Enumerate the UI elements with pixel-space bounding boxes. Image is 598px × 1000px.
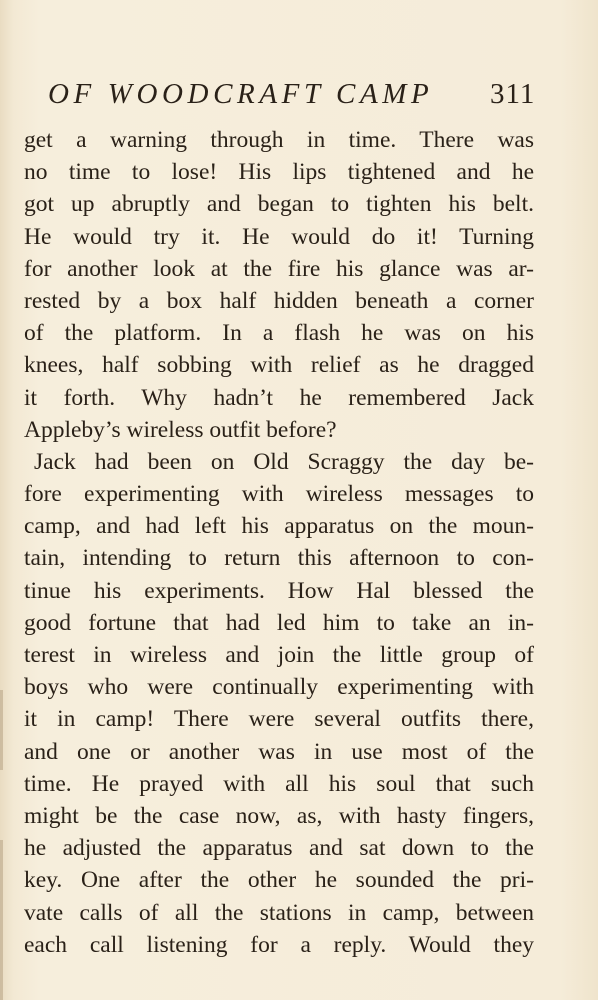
text-line: tain, intending to return this afternoon to con-: [24, 545, 534, 572]
text-line: He would try it. He would do it! Turning: [24, 223, 534, 250]
text-line: it forth. Why hadn’t he remembered Jack: [24, 384, 534, 411]
text-line: he adjusted the apparatus and sat down to the: [24, 835, 534, 862]
running-head-title: OF WOODCRAFT CAMP: [48, 78, 434, 110]
text-line: get a warning through in time. There was: [24, 127, 534, 153]
page-number: 311: [490, 78, 536, 110]
text-line: tinue his experiments. How Hal blessed the: [24, 577, 534, 604]
body-text: [24, 124, 534, 961]
text-line: rested by a box half hidden beneath a corner: [24, 287, 534, 314]
text-line: fore experimenting with wireless messages to: [24, 481, 534, 508]
text-line: got up abruptly and began to tighten his belt.: [24, 191, 534, 218]
text-line: vate calls of all the stations in camp, between: [24, 899, 534, 926]
text-line: it in camp! There were several outfits there,: [24, 706, 534, 733]
text-line: camp, and had left his apparatus on the moun-: [24, 513, 534, 540]
text-line: might be the case now, as, with hasty fingers,: [24, 802, 534, 829]
text-line: time. He prayed with all his soul that such: [24, 770, 534, 797]
text-line: boys who were continually experimenting with: [24, 674, 534, 701]
text-line: each call listening for a reply. Would they: [24, 931, 534, 958]
text-line: Appleby’s wireless outfit before?: [24, 416, 337, 443]
text-line: and one or another was in use most of the: [24, 738, 534, 765]
text-line: of the platform. In a flash he was on his: [24, 320, 534, 347]
page-edge-mark: [0, 690, 3, 770]
text-line: no time to lose! His lips tightened and he: [24, 159, 534, 186]
text-line: Jack had been on Old Scraggy the day be-: [34, 448, 534, 475]
page-edge-mark: [0, 840, 3, 1000]
text-line: good fortune that had led him to take an in-: [24, 609, 534, 636]
text-line: terest in wireless and join the little group of: [24, 642, 534, 668]
text-line: key. One after the other he sounded the pri-: [24, 867, 534, 894]
text-line: for another look at the fire his glance was ar-: [24, 255, 534, 282]
text-line: knees, half sobbing with relief as he dragged: [24, 352, 534, 379]
